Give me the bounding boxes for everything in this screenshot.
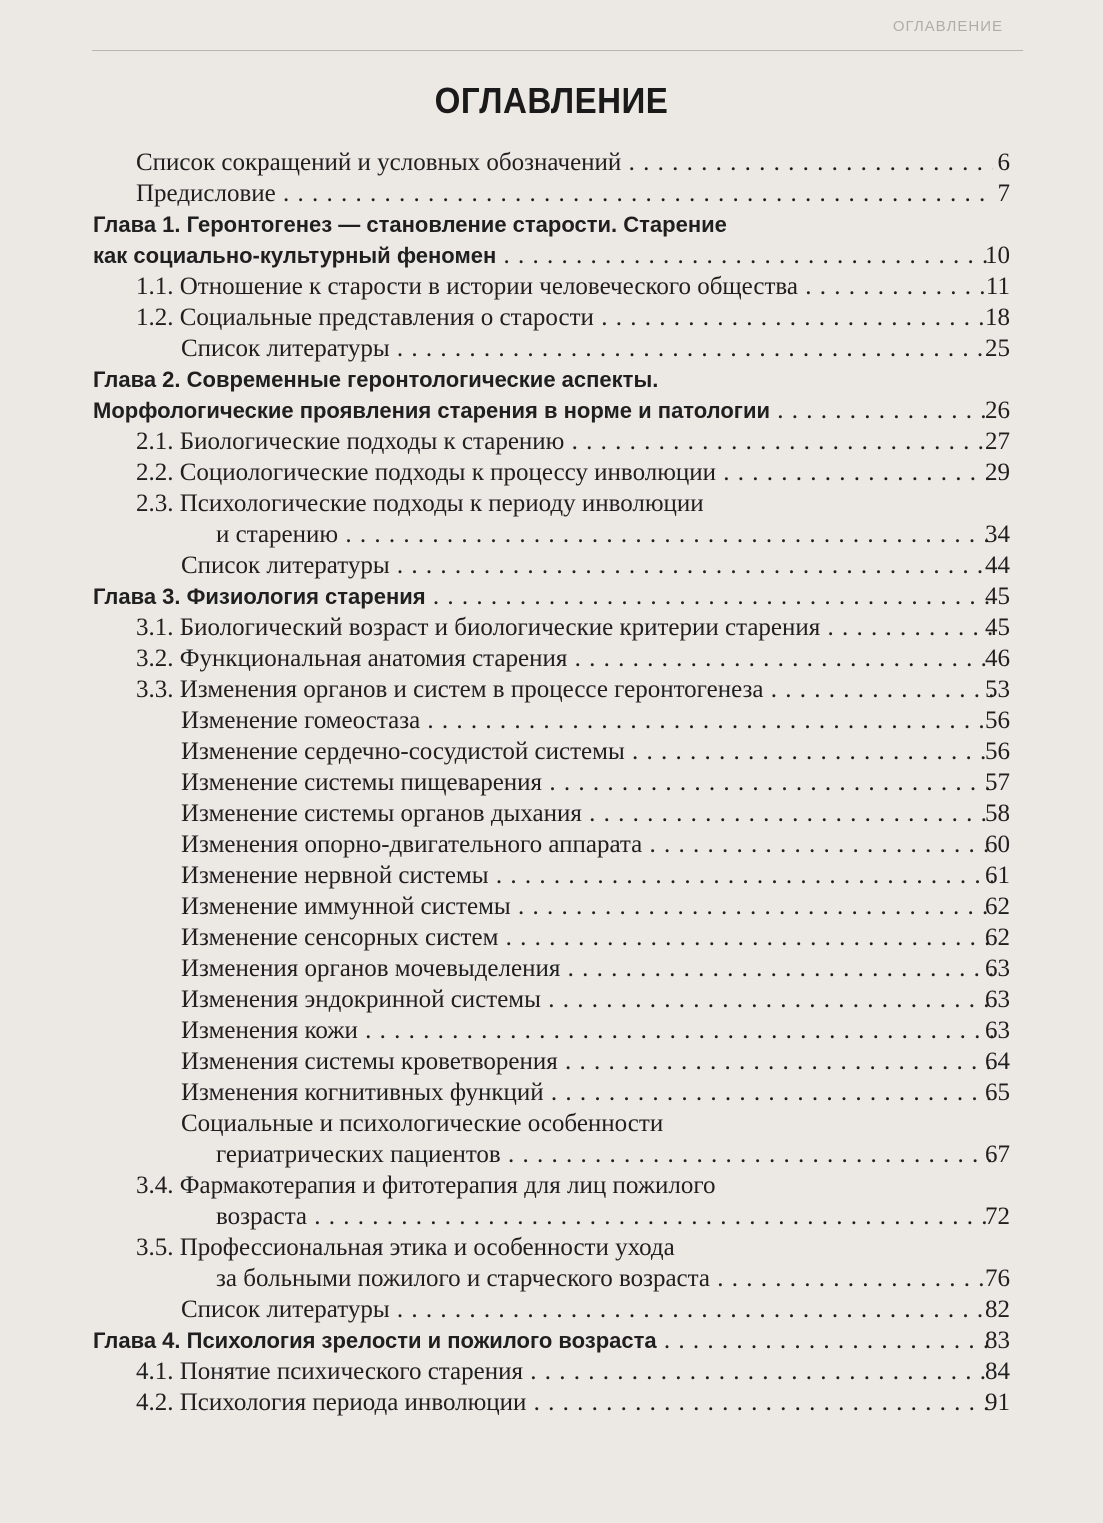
header-rule <box>92 50 1023 51</box>
toc-entry-text: Изменение сенсорных систем . . . <box>181 922 993 953</box>
toc-entry <box>0 1232 1103 1263</box>
toc-entry-text: 4.1. Понятие психического старения . . . <box>136 1356 993 1387</box>
toc-entry <box>0 426 1103 457</box>
toc-entry <box>0 1356 1103 1387</box>
toc-entry-text: Глава 1. Геронтогенез — становление старости. Старение <box>93 212 727 237</box>
toc-entry-text: Изменения кожи . . . <box>181 1015 993 1046</box>
toc-entry-text: Глава 2. Современные геронтологические аспекты. <box>93 367 659 392</box>
toc-chapter-heading <box>0 395 1103 426</box>
toc-entry-text: Глава 3. Физиология старения . . . <box>93 581 993 612</box>
toc-chapter-heading <box>0 240 1103 271</box>
toc-page-number: 58 <box>985 800 1010 827</box>
toc-entry-text: Список сокращений и условных обозначений . . . <box>136 147 993 178</box>
toc-entry-text: возраста . . . <box>216 1201 993 1232</box>
toc-entry <box>0 891 1103 922</box>
toc-entry-text: Социальные и психологические особенности <box>181 1110 664 1137</box>
toc-entry-text: 3.4. Фармакотерапия и фитотерапия для лиц пожилого <box>136 1172 716 1199</box>
toc-entry <box>0 302 1103 333</box>
toc-entry-text: 3.2. Функциональная анатомия старения . . . <box>136 643 993 674</box>
toc-entry-text: Изменение нервной системы . . . <box>181 860 993 891</box>
toc-entry <box>0 1201 1103 1232</box>
toc-entry <box>0 1139 1103 1170</box>
toc-chapter-heading <box>0 209 1103 240</box>
toc-entry <box>0 736 1103 767</box>
toc-entry <box>0 612 1103 643</box>
toc-page-number: 83 <box>985 1327 1010 1354</box>
toc-entry-text: Список литературы . . . <box>181 1294 993 1325</box>
toc-entry-text: Изменения эндокринной системы . . . <box>181 984 993 1015</box>
toc-entry <box>0 674 1103 705</box>
toc-entry <box>0 333 1103 364</box>
toc-page-number: 44 <box>985 552 1010 579</box>
toc-entry-text: Список литературы . . . <box>181 550 993 581</box>
toc-entry <box>0 1015 1103 1046</box>
toc-page-number: 62 <box>985 924 1010 951</box>
toc-entry <box>0 767 1103 798</box>
toc-chapter-heading <box>0 364 1103 395</box>
toc-entry <box>0 984 1103 1015</box>
running-head: ОГЛАВЛЕНИЕ <box>892 18 1003 35</box>
toc-page-number: 25 <box>985 335 1010 362</box>
toc-entry-text: 2.1. Биологические подходы к старению . . . <box>136 426 993 457</box>
toc-page-number: 45 <box>985 583 1010 610</box>
toc-page-number: 63 <box>985 1017 1010 1044</box>
toc-page-number: 84 <box>985 1358 1010 1385</box>
toc-entry <box>0 798 1103 829</box>
toc-entry-text: Глава 4. Психология зрелости и пожилого возраста . . . <box>93 1325 993 1356</box>
toc-entry-text: за больными пожилого и старческого возраста . . . <box>216 1263 993 1294</box>
toc-page-number: 64 <box>985 1048 1010 1075</box>
toc-page-number: 7 <box>997 180 1010 207</box>
toc-page-number: 46 <box>985 645 1010 672</box>
toc-entry-text: Изменения органов мочевыделения . . . <box>181 953 993 984</box>
toc-entry-text: гериатрических пациентов . . . <box>216 1139 993 1170</box>
toc-page-number: 76 <box>985 1265 1010 1292</box>
toc-entry-text: 2.3. Психологические подходы к периоду инволюции <box>136 490 704 517</box>
toc-entry-text: Предисловие . . . <box>136 178 993 209</box>
toc-entry <box>0 1046 1103 1077</box>
toc-entry <box>0 488 1103 519</box>
toc-entry-text: и старению . . . <box>216 519 993 550</box>
toc-page-number: 63 <box>985 955 1010 982</box>
toc-entry-text: Изменения когнитивных функций . . . <box>181 1077 993 1108</box>
toc-page-number: 60 <box>985 831 1010 858</box>
toc-page-number: 61 <box>985 862 1010 889</box>
toc-entry-text: 3.3. Изменения органов и систем в процессе геронтогенеза . . . <box>136 674 993 705</box>
toc-page-number: 65 <box>985 1079 1010 1106</box>
toc-entry <box>0 643 1103 674</box>
toc-entry-text: 3.5. Профессиональная этика и особенности ухода <box>136 1234 675 1261</box>
toc-page-number: 82 <box>985 1296 1010 1323</box>
toc-page-number: 62 <box>985 893 1010 920</box>
toc-entry <box>0 860 1103 891</box>
toc-page-number: 72 <box>985 1203 1010 1230</box>
toc-entry-text: 1.1. Отношение к старости в истории человеческого общества . . . <box>136 271 993 302</box>
toc-entry-text: как социально-культурный феномен . . . <box>93 240 993 271</box>
page-title: ОГЛАВЛЕНИЕ <box>434 80 669 121</box>
toc-page-number: 27 <box>985 428 1010 455</box>
toc-entry <box>0 271 1103 302</box>
toc-page-number: 91 <box>985 1389 1010 1416</box>
toc-page-number: 34 <box>985 521 1010 548</box>
toc-entry-text: Морфологические проявления старения в норме и патологии . . . <box>93 395 993 426</box>
toc-entry-text: 3.1. Биологический возраст и биологические критерии старения . . . <box>136 612 993 643</box>
toc-page-number: 63 <box>985 986 1010 1013</box>
toc-entry-text: Изменение системы пищеварения . . . <box>181 767 993 798</box>
toc-entry <box>0 1108 1103 1139</box>
toc-entry <box>0 829 1103 860</box>
toc-entry-text: 1.2. Социальные представления о старости . . . <box>136 302 993 333</box>
toc-entry <box>0 1387 1103 1418</box>
toc-entry <box>0 1077 1103 1108</box>
toc-page-number: 67 <box>985 1141 1010 1168</box>
toc-page-number: 56 <box>985 738 1010 765</box>
toc-page-number: 10 <box>985 242 1010 269</box>
toc-entry-text: 2.2. Социологические подходы к процессу инволюции . . . <box>136 457 993 488</box>
toc-entry-text: Изменения системы кроветворения . . . <box>181 1046 993 1077</box>
toc-page-number: 26 <box>985 397 1010 424</box>
toc-page-number: 53 <box>985 676 1010 703</box>
toc-page-number: 6 <box>997 149 1010 176</box>
table-of-contents <box>0 147 1103 1418</box>
toc-entry <box>0 178 1103 209</box>
toc-page-number: 56 <box>985 707 1010 734</box>
toc-entry <box>0 1294 1103 1325</box>
toc-page-number: 57 <box>985 769 1010 796</box>
toc-entry-text: Изменение иммунной системы . . . <box>181 891 993 922</box>
toc-entry <box>0 550 1103 581</box>
toc-entry <box>0 519 1103 550</box>
toc-entry-text: Изменение сердечно-сосудистой системы . . . <box>181 736 993 767</box>
toc-page-number: 11 <box>985 273 1010 300</box>
toc-page-number: 29 <box>985 459 1010 486</box>
toc-entry-text: Изменения опорно-двигательного аппарата . . . <box>181 829 993 860</box>
toc-page-number: 18 <box>985 304 1010 331</box>
toc-page-number: 45 <box>985 614 1010 641</box>
toc-chapter-heading <box>0 1325 1103 1356</box>
toc-chapter-heading <box>0 581 1103 612</box>
toc-entry <box>0 953 1103 984</box>
toc-entry-text: Изменение гомеостаза . . . <box>181 705 993 736</box>
toc-entry <box>0 1170 1103 1201</box>
toc-entry-text: Список литературы . . . <box>181 333 993 364</box>
toc-entry <box>0 922 1103 953</box>
toc-entry-text: Изменение системы органов дыхания . . . <box>181 798 993 829</box>
toc-entry <box>0 147 1103 178</box>
toc-entry <box>0 705 1103 736</box>
toc-entry <box>0 1263 1103 1294</box>
toc-entry-text: 4.2. Психология периода инволюции . . . <box>136 1387 993 1418</box>
toc-entry <box>0 457 1103 488</box>
